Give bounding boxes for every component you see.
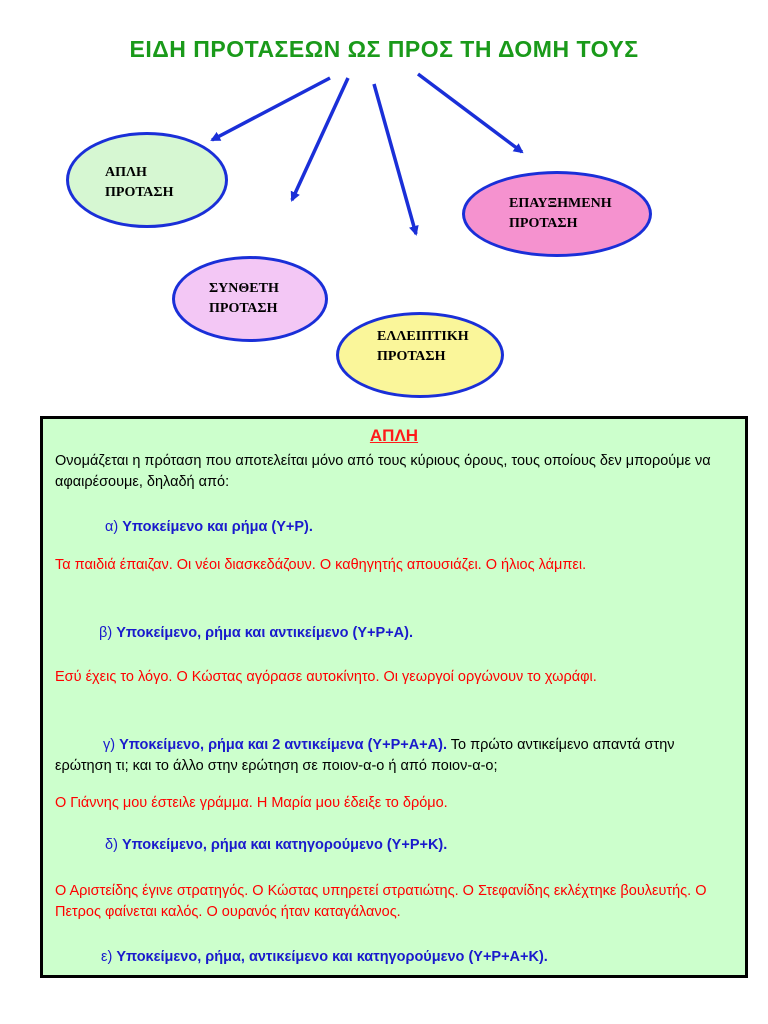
arrow-to-expanded (418, 74, 522, 152)
rule-c-letter: γ) (103, 737, 120, 753)
rule-e-text: Υποκείμενο, ρήμα, αντικείμενο και κατηγορούμενο (Υ+Ρ+Α+Κ). (116, 949, 548, 965)
rule-d-text: Υποκείμενο, ρήμα και κατηγορούμενο (Υ+Ρ+Κ). (121, 837, 448, 853)
compound-sentence-ellipse (172, 256, 328, 342)
box-heading: ΑΠΛΗ (369, 426, 419, 445)
arrow-to-simple (212, 78, 330, 140)
compound-sentence-label: ΣΥΝΘΕΤΗ ΠΡΟΤΑΣΗ (209, 281, 279, 316)
elliptic-sentence-ellipse (336, 312, 504, 398)
examples-d: Ο Αριστείδης έγινε στρατηγός. Ο Κώστας υπηρετεί στρατιώτης. Ο Στεφανίδης εκλέχτηκε βουλευτής. Ο Πετρος φαίνεται καλός. Ο ουρανός ήταν καταγάλανος. (55, 883, 707, 920)
rule-b-text: Υποκείμενο, ρήμα και αντικείμενο (Υ+Ρ+Α). (116, 625, 413, 641)
arrow-to-elliptic (374, 84, 416, 234)
elliptic-sentence-label: ΕΛΛΕΙΠΤΙΚΗ ΠΡΟΤΑΣΗ (377, 329, 469, 364)
rule-d-letter: δ) (105, 837, 122, 853)
simple-sentence-ellipse (66, 132, 228, 228)
examples-c: Ο Γιάννης μου έστειλε γράμμα. Η Μαρία μου έδειξε το δρόμο. (55, 795, 448, 811)
simple-sentence-label: ΑΠΛΗ ΠΡΟΤΑΣΗ (105, 165, 174, 200)
examples-a: Τα παιδιά έπαιζαν. Οι νέοι διασκεδάζουν. Ο καθηγητής απουσιάζει. Ο ήλιος λάμπει. (55, 557, 587, 573)
rule-a (105, 517, 725, 538)
examples-b: Εσύ έχεις το λόγο. Ο Κώστας αγόρασε αυτοκίνητο. Οι γεωργοί οργώνουν το χωράφι. (55, 669, 597, 685)
rule-c-note: Το πρώτο αντικείμενο απαντά στην ερώτηση τι; και το άλλο στην ερώτηση σε ποιον-α-ο ή από ποιον-α-ο; (55, 737, 675, 774)
rule-d (105, 835, 725, 856)
rule-e (101, 947, 731, 968)
expanded-sentence-label: ΕΠΑΥΞΗΜΕΝΗ ΠΡΟΤΑΣΗ (509, 196, 612, 231)
intro-text: Ονομάζεται η πρόταση που αποτελείται μόνο από τους κύριους όρους, τους οποίους δεν μπορούμε να αφαιρέσουμε, δηλαδή από: (55, 453, 711, 490)
simple-sentence-box (40, 416, 748, 978)
arrow-to-compound (292, 78, 348, 200)
rule-c (55, 735, 735, 777)
rule-c-text: Υποκείμενο, ρήμα και 2 αντικείμενα (Υ+Ρ+Α+Α). (119, 737, 447, 753)
page-title: ΕΙΔΗ ΠΡΟΤΑΣΕΩΝ ΩΣ ΠΡΟΣ ΤΗ ΔΟΜΗ ΤΟΥΣ (129, 36, 639, 62)
rule-a-text: Υποκείμενο και ρήμα (Υ+Ρ). (122, 519, 313, 535)
expanded-sentence-ellipse (462, 171, 652, 257)
rule-b (99, 623, 729, 644)
rule-b-letter: β) (99, 625, 117, 641)
rule-a-letter: α) (105, 519, 123, 535)
rule-e-letter: ε) (101, 949, 117, 965)
